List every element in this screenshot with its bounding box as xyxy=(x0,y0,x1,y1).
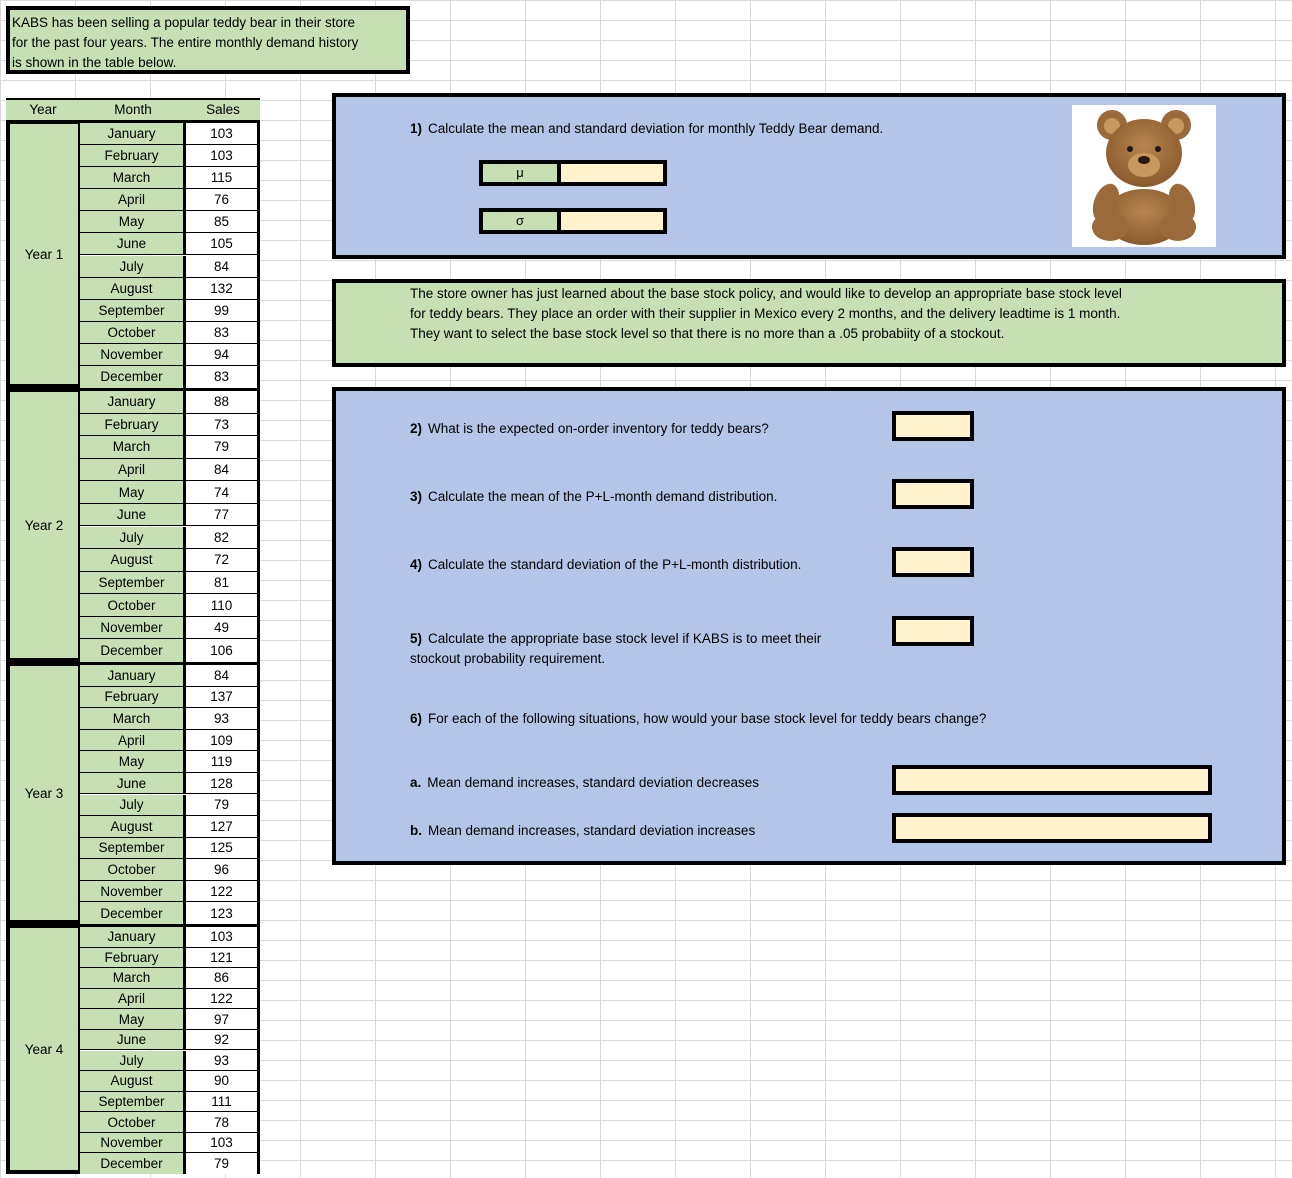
month-cell[interactable]: July xyxy=(80,527,186,549)
month-cell[interactable]: March xyxy=(80,167,186,188)
intro-text-box xyxy=(6,6,410,74)
policy-line: The store owner has just learned about the base stock policy, and would like to develop an appropriate base stock level xyxy=(410,286,1122,301)
sales-cell[interactable]: 72 xyxy=(186,549,257,571)
table-row xyxy=(80,989,260,1010)
sales-cell[interactable]: 137 xyxy=(186,687,257,708)
year-block xyxy=(6,120,260,388)
sales-cell[interactable]: 99 xyxy=(186,300,257,321)
month-cell[interactable]: October xyxy=(80,594,186,616)
month-cell[interactable]: February xyxy=(80,687,186,708)
year-block xyxy=(6,662,260,924)
month-cell[interactable]: February xyxy=(80,145,186,166)
table-row xyxy=(80,838,260,860)
month-cell[interactable]: December xyxy=(80,639,186,662)
question-1 xyxy=(410,121,883,136)
sales-cell[interactable]: 93 xyxy=(186,1051,257,1071)
month-cell[interactable]: July xyxy=(80,795,186,816)
year-label-cell[interactable]: Year 2 xyxy=(6,388,80,662)
question-4 xyxy=(410,557,801,572)
q3-answer-cell[interactable] xyxy=(892,479,974,509)
month-cell[interactable]: March xyxy=(80,968,186,988)
month-cell[interactable]: August xyxy=(80,549,186,571)
sales-cell[interactable]: 125 xyxy=(186,838,257,859)
sales-cell[interactable]: 115 xyxy=(186,167,257,188)
sales-cell[interactable]: 93 xyxy=(186,708,257,729)
sales-cell[interactable]: 109 xyxy=(186,730,257,751)
question-number: 6) xyxy=(410,711,423,726)
mean-answer-cell[interactable] xyxy=(561,164,663,182)
sales-cell[interactable]: 86 xyxy=(186,968,257,988)
month-rows xyxy=(80,388,260,662)
month-cell[interactable]: October xyxy=(80,1112,186,1132)
sales-cell[interactable]: 90 xyxy=(186,1071,257,1091)
mean-answer-row xyxy=(479,160,667,186)
q2-answer-cell[interactable] xyxy=(892,411,974,441)
question-text: Mean demand increases, standard deviation decreases xyxy=(427,775,759,790)
table-row xyxy=(80,233,260,255)
sales-cell[interactable]: 49 xyxy=(186,617,257,639)
table-row xyxy=(80,968,260,989)
sales-cell[interactable]: 132 xyxy=(186,278,257,299)
sigma-label: σ xyxy=(483,212,561,230)
month-cell[interactable]: May xyxy=(80,211,186,232)
month-cell[interactable]: November xyxy=(80,617,186,639)
sales-cell[interactable]: 122 xyxy=(186,881,257,902)
month-cell[interactable]: May xyxy=(80,481,186,503)
month-cell[interactable]: October xyxy=(80,322,186,343)
month-cell[interactable]: June xyxy=(80,1030,186,1050)
sales-cell[interactable]: 94 xyxy=(186,344,257,365)
table-row xyxy=(80,927,260,948)
sales-cell[interactable]: 110 xyxy=(186,594,257,616)
question-6a xyxy=(410,775,759,790)
intro-line: for the past four years. The entire monthly demand history xyxy=(12,35,359,50)
month-cell[interactable]: December xyxy=(80,366,186,388)
month-cell[interactable]: November xyxy=(80,881,186,902)
policy-line: for teddy bears. They place an order with their supplier in Mexico every 2 months, and the delivery leadtime is 1 month. xyxy=(410,306,1121,321)
sales-cell[interactable]: 73 xyxy=(186,414,257,436)
month-cell[interactable]: September xyxy=(80,572,186,594)
month-cell[interactable]: March xyxy=(80,436,186,458)
sales-cell[interactable]: 74 xyxy=(186,481,257,503)
table-row xyxy=(80,211,260,233)
table-row xyxy=(80,795,260,817)
table-row xyxy=(80,687,260,709)
question-text: Calculate the standard deviation of the P+L-month distribution. xyxy=(428,557,802,572)
question-number: 2) xyxy=(410,421,423,436)
table-row xyxy=(80,278,260,300)
intro-line: KABS has been selling a popular teddy bear in their store xyxy=(12,15,355,30)
sales-cell[interactable]: 103 xyxy=(186,927,257,947)
month-cell[interactable]: December xyxy=(80,902,186,924)
table-row xyxy=(80,594,260,617)
sales-cell[interactable]: 127 xyxy=(186,816,257,837)
month-cell[interactable]: October xyxy=(80,859,186,880)
stdev-answer-cell[interactable] xyxy=(561,212,663,230)
month-cell[interactable]: December xyxy=(80,1153,186,1174)
sales-cell[interactable]: 84 xyxy=(186,256,257,277)
question-2 xyxy=(410,421,769,436)
question-1-panel xyxy=(332,93,1286,259)
month-cell[interactable]: July xyxy=(80,1051,186,1071)
month-cell[interactable]: June xyxy=(80,233,186,254)
month-cell[interactable]: August xyxy=(80,278,186,299)
question-number: 1) xyxy=(410,121,423,136)
table-row xyxy=(80,1133,260,1154)
table-row xyxy=(80,1092,260,1113)
table-row xyxy=(80,1153,260,1174)
question-5 xyxy=(410,629,821,669)
month-cell[interactable]: August xyxy=(80,1071,186,1091)
sales-cell[interactable]: 77 xyxy=(186,504,257,526)
teddy-bear-image xyxy=(1072,105,1216,247)
month-cell[interactable]: August xyxy=(80,816,186,837)
table-row xyxy=(80,751,260,773)
table-row xyxy=(80,1051,260,1072)
month-cell[interactable]: January xyxy=(80,391,186,413)
question-number: a. xyxy=(410,775,422,790)
sales-cell[interactable]: 79 xyxy=(186,436,257,458)
sales-cell[interactable]: 111 xyxy=(186,1092,257,1112)
month-rows xyxy=(80,924,260,1174)
table-row xyxy=(80,123,260,145)
sales-cell[interactable]: 78 xyxy=(186,1112,257,1132)
table-row xyxy=(80,881,260,903)
question-number: 5) xyxy=(410,631,423,646)
sales-cell[interactable]: 103 xyxy=(186,1133,257,1153)
sales-cell[interactable]: 88 xyxy=(186,391,257,413)
table-row xyxy=(80,459,260,482)
question-text: Calculate the mean of the P+L-month demand distribution. xyxy=(428,489,778,504)
month-rows xyxy=(80,662,260,924)
table-row xyxy=(80,572,260,595)
table-row xyxy=(80,1071,260,1092)
question-number: 4) xyxy=(410,557,423,572)
q5-answer-cell[interactable] xyxy=(892,616,974,646)
month-cell[interactable]: September xyxy=(80,300,186,321)
sales-cell[interactable]: 122 xyxy=(186,989,257,1009)
month-cell[interactable]: June xyxy=(80,773,186,794)
table-row xyxy=(80,504,260,527)
table-row xyxy=(80,665,260,687)
month-cell[interactable]: November xyxy=(80,344,186,365)
table-row xyxy=(80,344,260,366)
intro-line: is shown in the table below. xyxy=(12,55,177,70)
sales-cell[interactable]: 103 xyxy=(186,123,257,144)
sales-cell[interactable]: 97 xyxy=(186,1009,257,1029)
table-row xyxy=(80,730,260,752)
table-row xyxy=(80,256,260,278)
sales-cell[interactable]: 103 xyxy=(186,145,257,166)
sales-cell[interactable]: 84 xyxy=(186,665,257,686)
sales-cell[interactable]: 83 xyxy=(186,366,257,388)
header-month[interactable]: Month xyxy=(80,100,186,120)
question-text: For each of the following situations, how would your base stock level for teddy bears change? xyxy=(428,711,987,726)
table-row xyxy=(80,145,260,167)
month-cell[interactable]: January xyxy=(80,123,186,144)
table-row xyxy=(80,948,260,969)
table-row xyxy=(80,1009,260,1030)
table-row xyxy=(80,859,260,881)
table-row xyxy=(80,1030,260,1051)
question-number: 3) xyxy=(410,489,423,504)
year-label-cell[interactable]: Year 3 xyxy=(6,662,80,924)
table-row xyxy=(80,391,260,414)
sales-cell[interactable]: 79 xyxy=(186,1153,257,1174)
question-text: What is the expected on-order inventory for teddy bears? xyxy=(428,421,769,436)
month-cell[interactable]: June xyxy=(80,504,186,526)
sales-cell[interactable]: 105 xyxy=(186,233,257,254)
table-row xyxy=(80,481,260,504)
q4-answer-cell[interactable] xyxy=(892,547,974,577)
header-sales[interactable]: Sales xyxy=(186,100,260,120)
sales-cell[interactable]: 76 xyxy=(186,189,257,210)
month-cell[interactable]: March xyxy=(80,708,186,729)
table-row xyxy=(80,189,260,211)
table-row xyxy=(80,1112,260,1133)
q6b-answer-cell[interactable] xyxy=(892,813,1212,843)
table-row xyxy=(80,167,260,189)
year-label-cell[interactable]: Year 1 xyxy=(6,120,80,388)
month-cell[interactable]: September xyxy=(80,838,186,859)
table-row xyxy=(80,414,260,437)
sales-cell[interactable]: 84 xyxy=(186,459,257,481)
month-cell[interactable]: April xyxy=(80,730,186,751)
sales-cell[interactable]: 106 xyxy=(186,639,257,662)
month-cell[interactable]: April xyxy=(80,459,186,481)
month-cell[interactable]: April xyxy=(80,189,186,210)
sales-cell[interactable]: 123 xyxy=(186,902,257,924)
sales-cell[interactable]: 96 xyxy=(186,859,257,880)
table-row xyxy=(80,549,260,572)
question-6b xyxy=(410,823,755,838)
table-row xyxy=(80,366,260,388)
month-rows xyxy=(80,120,260,388)
question-3 xyxy=(410,489,777,504)
sales-cell[interactable]: 121 xyxy=(186,948,257,968)
table-row xyxy=(80,816,260,838)
question-number: b. xyxy=(410,823,422,838)
table-row xyxy=(80,902,260,924)
demand-table xyxy=(6,98,260,1174)
question-6 xyxy=(410,711,986,726)
year-label-cell[interactable]: Year 4 xyxy=(6,924,80,1174)
sales-cell[interactable]: 81 xyxy=(186,572,257,594)
header-year[interactable]: Year xyxy=(6,100,80,120)
sales-cell[interactable]: 128 xyxy=(186,773,257,794)
table-row xyxy=(80,436,260,459)
month-cell[interactable]: November xyxy=(80,1133,186,1153)
month-cell[interactable]: May xyxy=(80,1009,186,1029)
table-row xyxy=(80,300,260,322)
month-cell[interactable]: January xyxy=(80,665,186,686)
month-cell[interactable]: September xyxy=(80,1092,186,1112)
table-row xyxy=(80,322,260,344)
question-text-cont: stockout probability requirement. xyxy=(410,651,606,666)
month-cell[interactable]: February xyxy=(80,948,186,968)
sales-cell[interactable]: 119 xyxy=(186,751,257,772)
month-cell[interactable]: January xyxy=(80,927,186,947)
q6a-answer-cell[interactable] xyxy=(892,765,1212,795)
table-row xyxy=(80,639,260,662)
month-cell[interactable]: May xyxy=(80,751,186,772)
table-row xyxy=(80,773,260,795)
month-cell[interactable]: April xyxy=(80,989,186,1009)
questions-panel xyxy=(332,387,1286,865)
table-row xyxy=(80,527,260,550)
question-text: Mean demand increases, standard deviation increases xyxy=(428,823,756,838)
year-block xyxy=(6,388,260,662)
stdev-answer-row xyxy=(479,208,667,234)
year-block xyxy=(6,924,260,1174)
policy-description xyxy=(410,284,1122,344)
sales-cell[interactable]: 79 xyxy=(186,795,257,816)
month-cell[interactable]: February xyxy=(80,414,186,436)
table-row xyxy=(80,708,260,730)
sales-cell[interactable]: 82 xyxy=(186,527,257,549)
sales-cell[interactable]: 83 xyxy=(186,322,257,343)
table-row xyxy=(80,617,260,640)
sales-cell[interactable]: 92 xyxy=(186,1030,257,1050)
sales-cell[interactable]: 85 xyxy=(186,211,257,232)
month-cell[interactable]: July xyxy=(80,256,186,277)
mu-label: μ xyxy=(483,164,561,182)
question-text: Calculate the mean and standard deviation for monthly Teddy Bear demand. xyxy=(428,121,884,136)
policy-description-panel xyxy=(332,279,1286,367)
policy-line: They want to select the base stock level so that there is no more than a .05 probabiity of a stockout. xyxy=(410,326,1005,341)
question-text: Calculate the appropriate base stock level if KABS is to meet their xyxy=(428,631,822,646)
